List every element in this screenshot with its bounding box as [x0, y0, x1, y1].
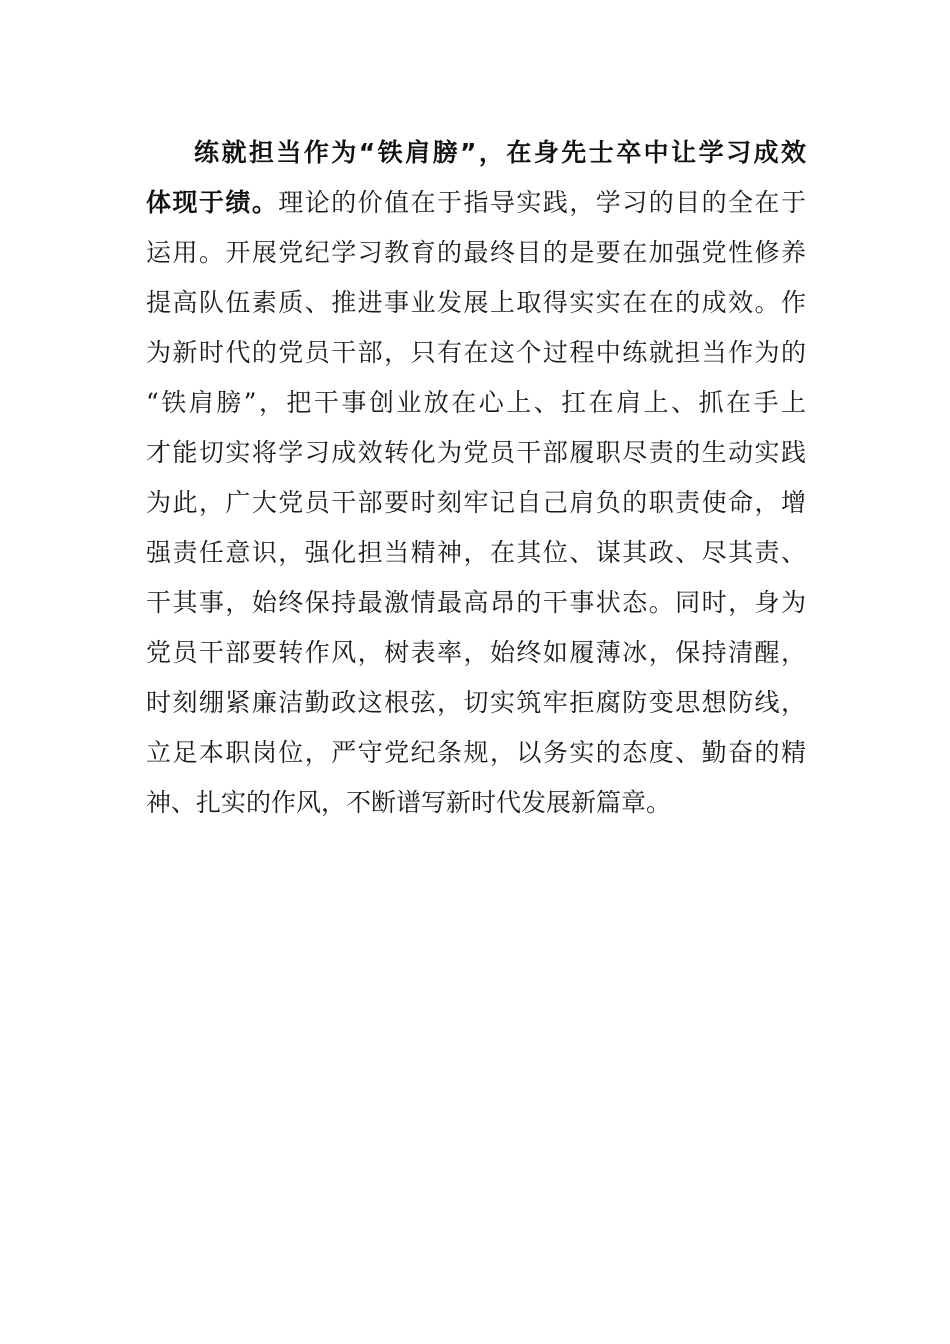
- text-line: 立足本职岗位，严守党纪条规，以务实的态度、勤奋的精: [146, 738, 806, 767]
- text-line: 党员干部要转作风，树表率，始终如履薄冰，保持清醒，: [146, 638, 806, 667]
- text-line: 提高队伍素质、推进事业发展上取得实实在在的成效。作: [146, 288, 806, 317]
- text-line: 干其事，始终保持最激情最高昂的干事状态。同时，身为: [146, 588, 806, 617]
- text-line: 运用。开展党纪学习教育的最终目的是要在加强党性修养: [146, 238, 806, 267]
- text-line: 理论的价值在于指导实践，学习的目的全在于: [278, 188, 806, 217]
- text-line: “铁肩膀”，把干事创业放在心上、扛在肩上、抓在手上: [146, 388, 806, 417]
- text-line: 为此，广大党员干部要时刻牢记自己肩负的职责使命，增: [146, 488, 806, 517]
- text-line-last: 神、扎实的作风，不断谱写新时代发展新篇章。: [146, 788, 672, 817]
- text-line: 为新时代的党员干部，只有在这个过程中练就担当作为的: [146, 338, 806, 367]
- heading-line-1: 练就担当作为“铁肩膀”，在身先士卒中让学习成效: [194, 138, 806, 167]
- text-line: 时刻绷紧廉洁勤政这根弦，切实筑牢拒腐防变思想防线，: [146, 688, 806, 717]
- paragraph-line-2: [146, 178, 806, 228]
- text-line: 强责任意识，强化担当精神，在其位、谋其政、尽其责、: [146, 538, 806, 567]
- heading-line-2: 体现于绩。: [146, 188, 279, 217]
- body-paragraph: [146, 128, 806, 828]
- text-line: 才能切实将学习成效转化为党员干部履职尽责的生动实践: [146, 438, 806, 467]
